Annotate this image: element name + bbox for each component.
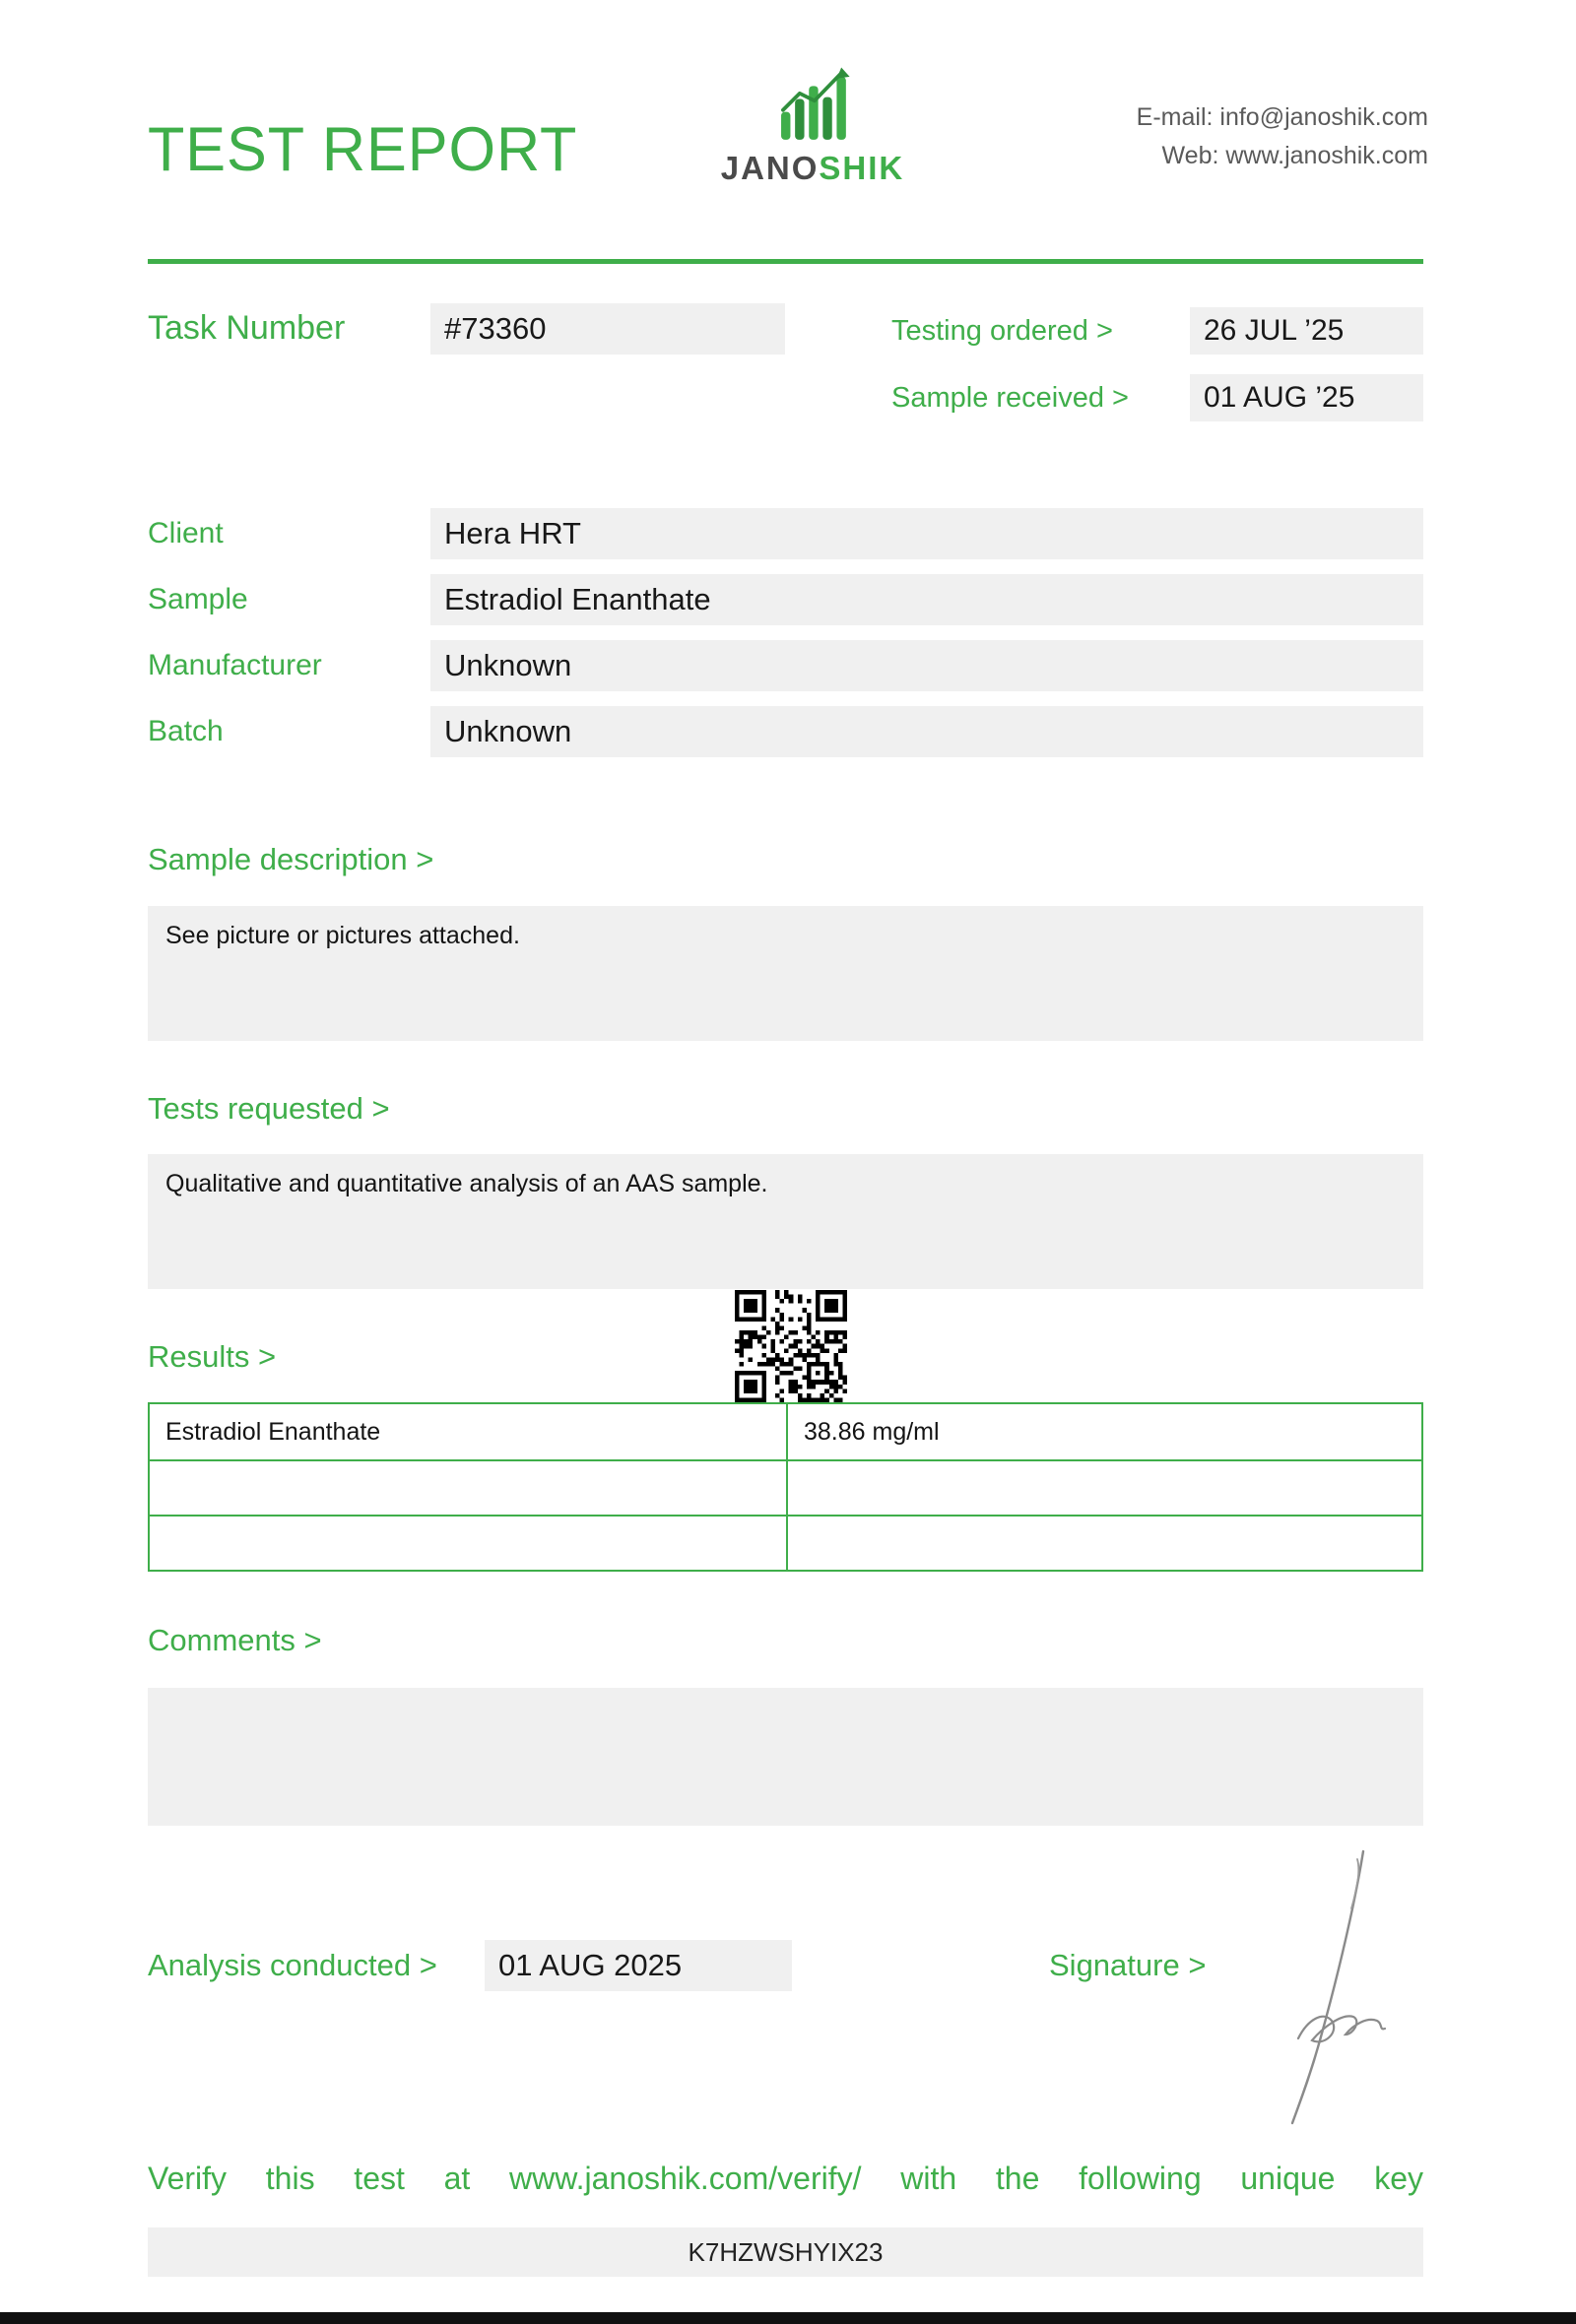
- result-value-cell: [788, 1461, 1421, 1515]
- results-heading: Results >: [148, 1339, 277, 1374]
- tests-requested-box: Qualitative and quantitative analysis of an AAS sample.: [148, 1154, 1423, 1289]
- bar-chart-logo-icon: [766, 63, 859, 150]
- sample-received-value: 01 AUG ’25: [1190, 374, 1423, 421]
- manufacturer-label: Manufacturer: [148, 649, 322, 681]
- result-row: [150, 1404, 1421, 1459]
- contact-web: Web: www.janoshik.com: [1161, 141, 1428, 169]
- analysis-conducted-label: Analysis conducted >: [148, 1948, 437, 1982]
- client-label: Client: [148, 517, 224, 549]
- testing-ordered-label: Testing ordered >: [891, 315, 1113, 347]
- manufacturer-value: Unknown: [430, 640, 1423, 691]
- result-name-cell: [150, 1461, 788, 1515]
- results-table: [148, 1402, 1423, 1572]
- header-divider: [148, 259, 1423, 264]
- result-name-cell: [150, 1517, 788, 1570]
- page-title: TEST REPORT: [148, 115, 578, 184]
- sample-label: Sample: [148, 583, 248, 615]
- sample-value: Estradiol Enanthate: [430, 574, 1423, 625]
- verify-text: Verify this test at www.janoshik.com/verify/ with the following unique key: [148, 2161, 1423, 2196]
- result-row: [150, 1459, 1421, 1515]
- comments-box: [148, 1688, 1423, 1826]
- testing-ordered-value: 26 JUL ’25: [1190, 307, 1423, 355]
- result-row: [150, 1515, 1421, 1570]
- batch-label: Batch: [148, 715, 224, 747]
- result-name-cell: Estradiol Enanthate: [150, 1404, 788, 1459]
- contact-block: [1137, 98, 1428, 175]
- batch-value: Unknown: [430, 706, 1423, 757]
- qr-code-icon: [735, 1290, 847, 1402]
- logo-text-secondary: SHIK: [819, 150, 905, 186]
- page-bottom-edge: [0, 2312, 1576, 2324]
- signature-icon: [1261, 1843, 1418, 2139]
- tests-requested-heading: Tests requested >: [148, 1091, 390, 1126]
- analysis-date-value: 01 AUG 2025: [485, 1940, 792, 1991]
- sample-description-box: See picture or pictures attached.: [148, 906, 1423, 1041]
- sample-description-heading: Sample description >: [148, 842, 434, 876]
- task-number-value: #73360: [430, 303, 785, 355]
- contact-email: E-mail: info@janoshik.com: [1136, 103, 1428, 131]
- result-value-cell: [788, 1517, 1421, 1570]
- result-value-cell: 38.86 mg/ml: [804, 1417, 940, 1446]
- client-value: Hera HRT: [430, 508, 1423, 559]
- unique-key: K7HZWSHYIX23: [148, 2227, 1423, 2277]
- logo-text: [690, 150, 936, 187]
- logo-text-primary: JANO: [720, 150, 820, 186]
- sample-received-label: Sample received >: [891, 382, 1129, 414]
- task-number-label: Task Number: [148, 309, 346, 347]
- signature-label: Signature >: [1049, 1948, 1207, 1982]
- comments-heading: Comments >: [148, 1623, 322, 1657]
- logo: [690, 63, 936, 187]
